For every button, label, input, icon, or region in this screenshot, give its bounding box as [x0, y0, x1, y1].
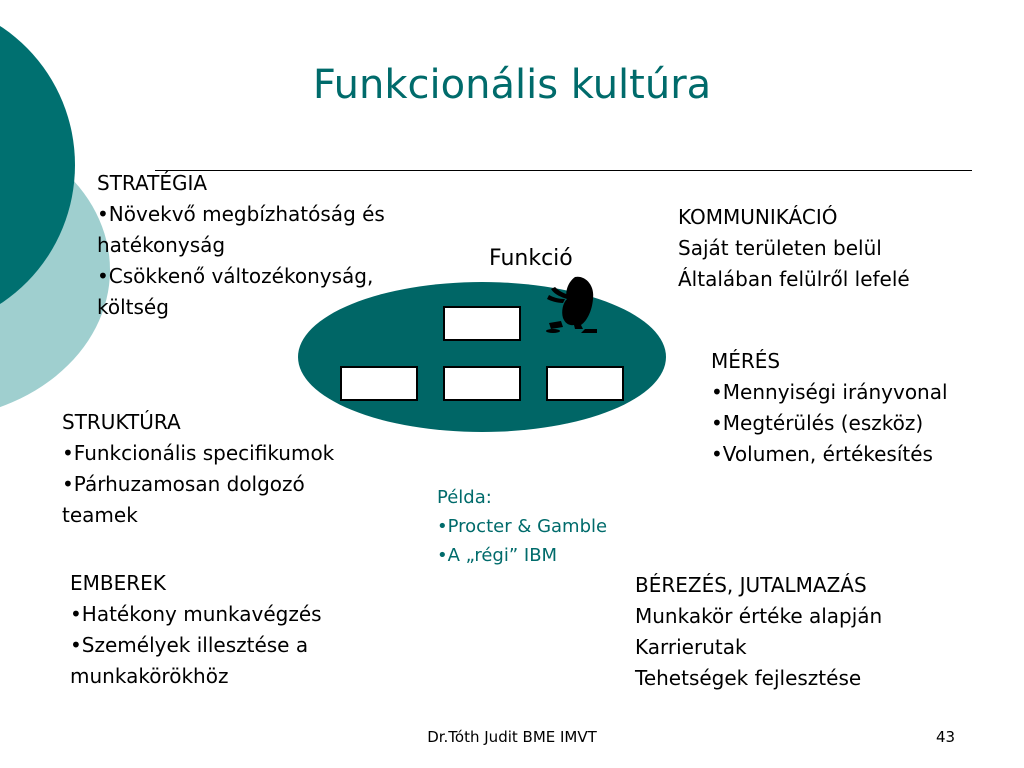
berezes-heading: BÉREZÉS, JUTALMAZÁS — [635, 573, 867, 597]
berezes-line: Munkakör értéke alapján — [635, 604, 883, 628]
struktura-line: teamek — [62, 503, 138, 527]
strategia-line: •Csökkenő változékonyság, — [97, 264, 374, 288]
org-box-left — [340, 366, 418, 401]
kommunikacio-line: Általában felülről lefelé — [678, 267, 910, 291]
footer-page-number: 43 — [936, 728, 956, 746]
example-line: •Procter & Gamble — [437, 516, 608, 537]
berezes-line: Karrierutak — [635, 635, 747, 659]
strategia-line: költség — [97, 295, 169, 319]
org-box-middle — [443, 366, 521, 401]
berezes-block — [635, 570, 882, 694]
slide-title: Funkcionális kultúra — [312, 62, 712, 108]
example-line: •A „régi” IBM — [437, 545, 558, 566]
footer-author: Dr.Tóth Judit BME IMVT — [427, 728, 597, 746]
strategia-line: •Növekvő megbízhatóság és — [97, 202, 385, 226]
meres-line: •Volumen, értékesítés — [711, 442, 933, 466]
kommunikacio-heading: KOMMUNIKÁCIÓ — [678, 205, 838, 229]
emberek-line: •Hatékony munkavégzés — [70, 602, 322, 626]
cartoon-figure-icon — [545, 273, 597, 335]
meres-block — [711, 346, 948, 470]
strategia-heading: STRATÉGIA — [97, 171, 208, 195]
kommunikacio-block — [678, 202, 910, 295]
berezes-line: Tehetségek fejlesztése — [635, 666, 862, 690]
strategia-block — [97, 168, 385, 323]
kommunikacio-line: Saját területen belül — [678, 236, 882, 260]
emberek-block — [70, 568, 322, 692]
org-box-top — [443, 306, 521, 341]
emberek-heading: EMBEREK — [70, 571, 166, 595]
emberek-line: munkakörökhöz — [70, 664, 229, 688]
strategia-line: hatékonyság — [97, 233, 226, 257]
diagram-label: Funkció — [489, 246, 573, 271]
meres-line: •Megtérülés (eszköz) — [711, 411, 924, 435]
struktura-block — [62, 407, 334, 531]
struktura-line: •Párhuzamosan dolgozó — [62, 472, 305, 496]
emberek-line: •Személyek illesztése a — [70, 633, 309, 657]
meres-line: •Mennyiségi irányvonal — [711, 380, 948, 404]
meres-heading: MÉRÉS — [711, 349, 781, 373]
org-ellipse — [298, 282, 666, 432]
example-heading: Példa: — [437, 487, 492, 508]
org-box-right — [546, 366, 624, 401]
struktura-heading: STRUKTÚRA — [62, 410, 181, 434]
struktura-line: •Funkcionális specifikumok — [62, 441, 335, 465]
example-block — [437, 483, 607, 570]
